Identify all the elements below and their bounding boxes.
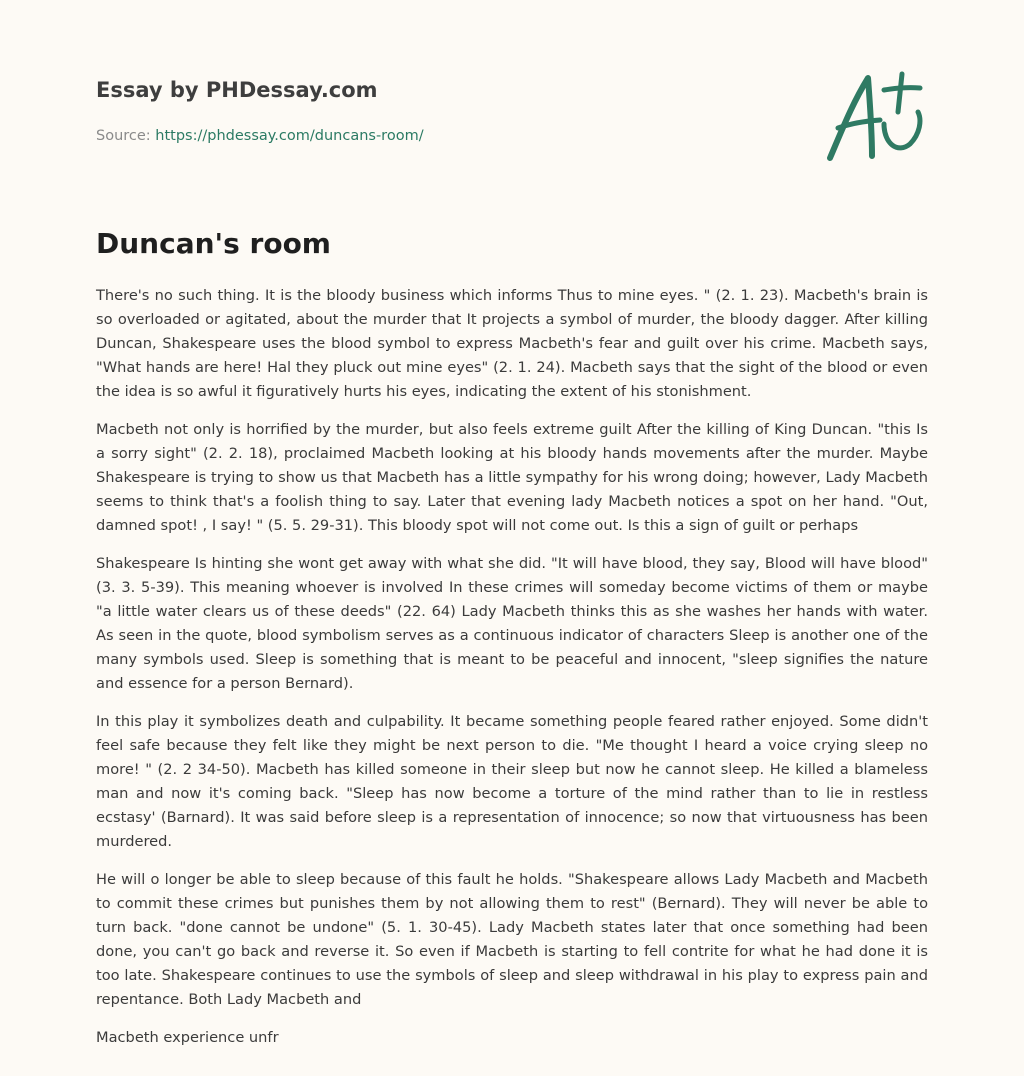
a-plus-icon [822, 68, 926, 164]
essay-title: Duncan's room [96, 227, 331, 260]
essay-paragraph: Shakespeare Is hinting she wont get away with what she did. "It will have blood, they say, Blood will have blood" (3. 3. 5-39). This meaning whoever is involved In these crimes will someday become victims of them or maybe "a little water clears us of these deeds" (22. 64) Lady Macbeth thinks this as she washes her hands with water. As seen in the quote, blood symbolism serves as a continuous indicator of characters Sleep is another one of the many symbols used. Sleep is something that is meant to be peaceful and innocent, "sleep signifies the nature and essence for a person Bernard). [96, 555, 928, 692]
essay-paragraph: Macbeth experience unfr [96, 1029, 279, 1046]
essay-body [96, 284, 928, 1064]
essay-paragraph: Macbeth not only is horrified by the murder, but also feels extreme guilt After the killing of King Duncan. "this Is a sorry sight" (2. 2. 18), proclaimed Macbeth looking at his bloody hands movements after the murder. Maybe Shakespeare is trying to show us that Macbeth has a little sympathy for his wrong doing; however, Lady Macbeth seems to think that's a foolish thing to say. Later that evening lady Macbeth notices a spot on her hand. "Out, damned spot! , I say! " (5. 5. 29-31). This bloody spot will not come out. Is this a sign of guilt or perhaps [96, 421, 928, 534]
source-label: Source: [96, 128, 156, 144]
document-header [96, 76, 736, 146]
site-title: Essay by PHDessay.com [96, 78, 378, 102]
essay-paragraph: There's no such thing. It is the bloody business which informs Thus to mine eyes. " (2. 1. 23). Macbeth's brain is so overloaded or agitated, about the murder that It projects a symbol of murder, the bloody dagger. After killing Duncan, Shakespeare uses the blood symbol to express Macbeth's fear and guilt over his crime. Macbeth says, "What hands are here! Hal they pluck out mine eyes" (2. 1. 24). Macbeth says that the sight of the blood or even the idea is so awful it figuratively hurts his eyes, indicating the extent of his stonishment. [96, 287, 928, 400]
essay-paragraph: In this play it symbolizes death and culpability. It became something people feared rather enjoyed. Some didn't feel safe because they felt like they might be next person to die. "Me thought I heard a voice crying sleep no more! " (2. 2 34-50). Macbeth has killed someone in their sleep but now he cannot sleep. He killed a blameless man and now it's coming back. "Sleep has now become a torture of the mind rather than to lie in restless ecstasy' (Barnard). It was said before sleep is a representation of innocence; so now that virtuousness has been murdered. [96, 713, 928, 850]
source-link[interactable]: https://phdessay.com/duncans-room/ [155, 128, 424, 144]
source-line [96, 126, 736, 146]
essay-paragraph: He will o longer be able to sleep because of this fault he holds. "Shakespeare allows Lady Macbeth and Macbeth to commit these crimes but punishes them by not allowing them to rest" (Bernard). They will never be able to turn back. "done cannot be undone" (5. 1. 30-45). Lady Macbeth states later that once something had been done, you can't go back and reverse it. So even if Macbeth is starting to fell contrite for what he had done it is too late. Shakespeare continues to use the symbols of sleep and sleep withdrawal in his play to express pain and repentance. Both Lady Macbeth and [96, 871, 928, 1008]
